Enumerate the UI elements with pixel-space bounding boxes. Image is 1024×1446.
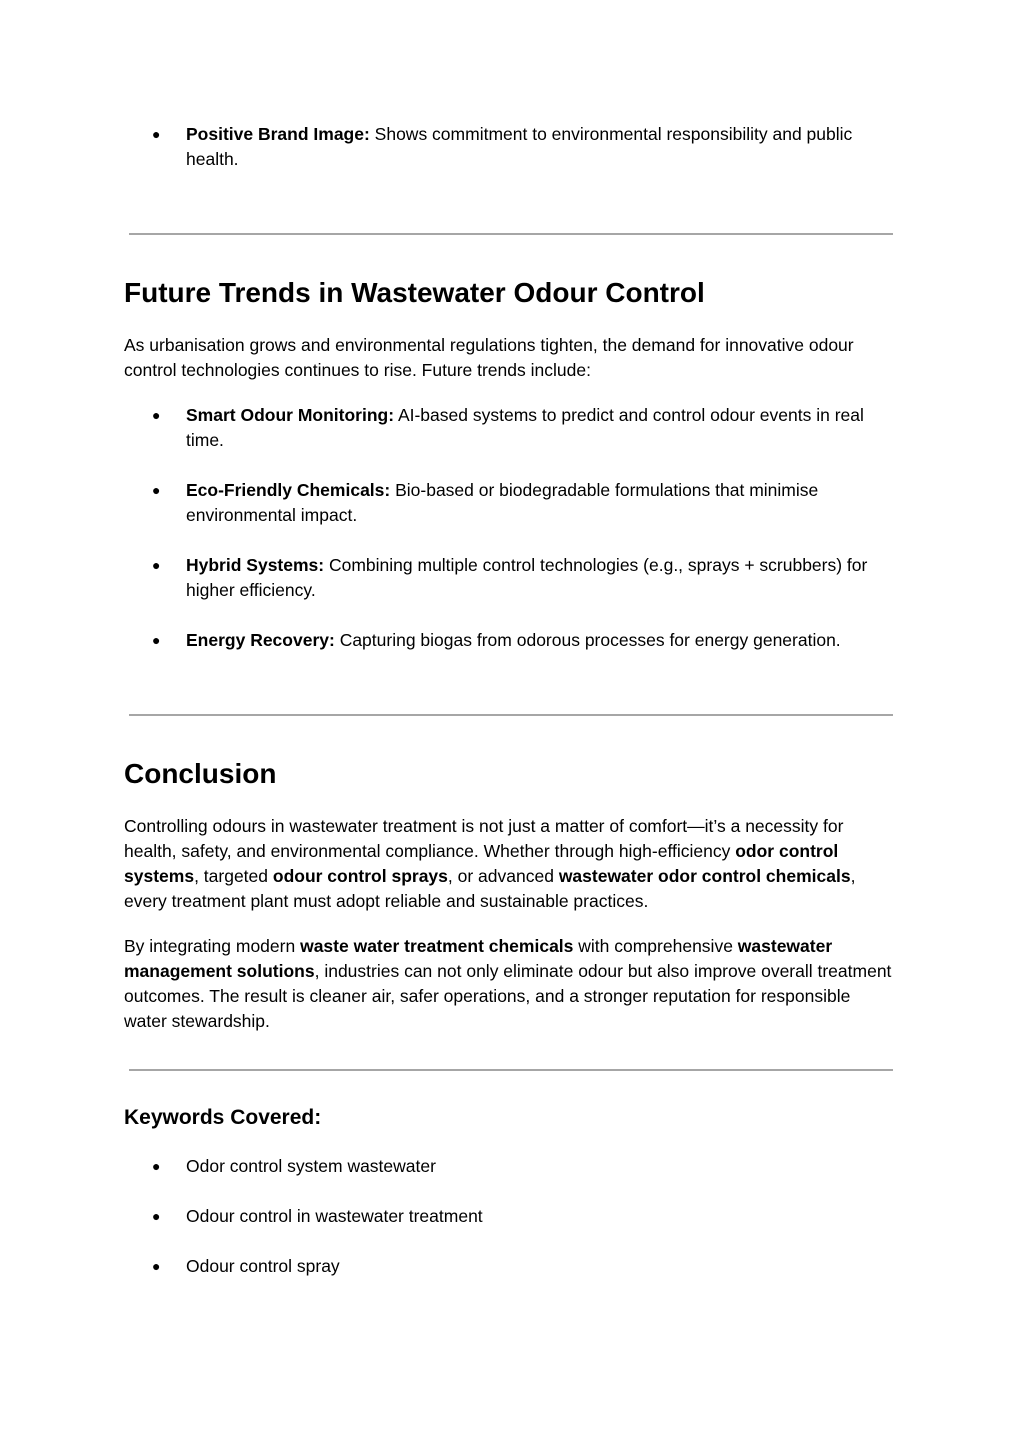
list-item-text: Odour control in wastewater treatment <box>186 1206 483 1226</box>
conclusion-paragraph-2 <box>124 934 896 1034</box>
section-heading-conclusion: Conclusion <box>124 758 277 789</box>
text-run: Controlling odours in wastewater treatment is not just a matter of comfort—it’s a necessity for health, safety, and environmental compliance. Whether through high-efficiency <box>124 816 844 861</box>
text-run: , targeted <box>194 866 273 886</box>
list-item-label: Energy Recovery: <box>186 630 335 650</box>
divider <box>129 1069 893 1071</box>
bullet-icon: ● <box>152 126 161 142</box>
keyword-odour-control-sprays: odour control sprays <box>272 866 448 886</box>
list-item-text <box>186 553 897 603</box>
divider <box>129 233 893 235</box>
list-item-body: Capturing biogas from odorous processes for energy generation. <box>334 630 841 650</box>
list-item-text: Odour control spray <box>186 1256 340 1276</box>
list-item-body: AI-based systems to predict and control odour events in real time. <box>186 405 864 450</box>
bullet-icon: ● <box>152 1208 161 1224</box>
list-item-text <box>186 478 897 528</box>
keyword-wastewater-management-solutions: wastewater management solutions <box>124 936 833 981</box>
bullet-icon: ● <box>152 632 161 648</box>
bullet-icon: ● <box>152 557 161 573</box>
section-heading-keywords: Keywords Covered: <box>124 1106 322 1129</box>
text-run: , or advanced <box>447 866 559 886</box>
text-run: , every treatment plant must adopt reliable and sustainable practices. <box>124 866 856 911</box>
list-item-label: Smart Odour Monitoring: <box>186 405 395 425</box>
list-item-label: Positive Brand Image: <box>186 124 370 144</box>
section-intro: As urbanisation grows and environmental regulations tighten, the demand for innovative odour control technologies continues to rise. Future trends include: <box>124 335 854 380</box>
text-run: By integrating modern <box>124 936 301 956</box>
list-item-text <box>186 403 897 453</box>
bullet-icon: ● <box>152 1258 161 1274</box>
list-item-text <box>186 628 897 653</box>
keyword-waste-water-treatment-chemicals: waste water treatment chemicals <box>300 936 574 956</box>
keyword-wastewater-odor-control-chemicals: wastewater odor control chemicals <box>558 866 851 886</box>
divider <box>129 714 893 716</box>
text-run: with comprehensive <box>573 936 738 956</box>
list-item-body: Combining multiple control technologies (e.g., sprays + scrubbers) for higher efficiency. <box>186 555 868 600</box>
bullet-icon: ● <box>152 482 161 498</box>
section-heading-future-trends: Future Trends in Wastewater Odour Control <box>124 277 705 308</box>
list-item-body: Shows commitment to environmental responsibility and public health. <box>186 124 853 169</box>
list-item-text: Odor control system wastewater <box>186 1156 436 1176</box>
bullet-icon: ● <box>152 1158 161 1174</box>
text-run: , industries can not only eliminate odour but also improve overall treatment outcomes. The result is cleaner air, safer operations, and a stronger reputation for responsible water stewardship. <box>124 961 892 1031</box>
list-item-body: Bio-based or biodegradable formulations that minimise environmental impact. <box>186 480 819 525</box>
bullet-icon: ● <box>152 407 161 423</box>
keyword-odor-control-systems: odor control systems <box>124 841 839 886</box>
conclusion-paragraph-1 <box>124 814 896 914</box>
list-item-label: Eco-Friendly Chemicals: <box>186 480 391 500</box>
list-item-label: Hybrid Systems: <box>186 555 325 575</box>
list-item-text <box>186 122 897 172</box>
